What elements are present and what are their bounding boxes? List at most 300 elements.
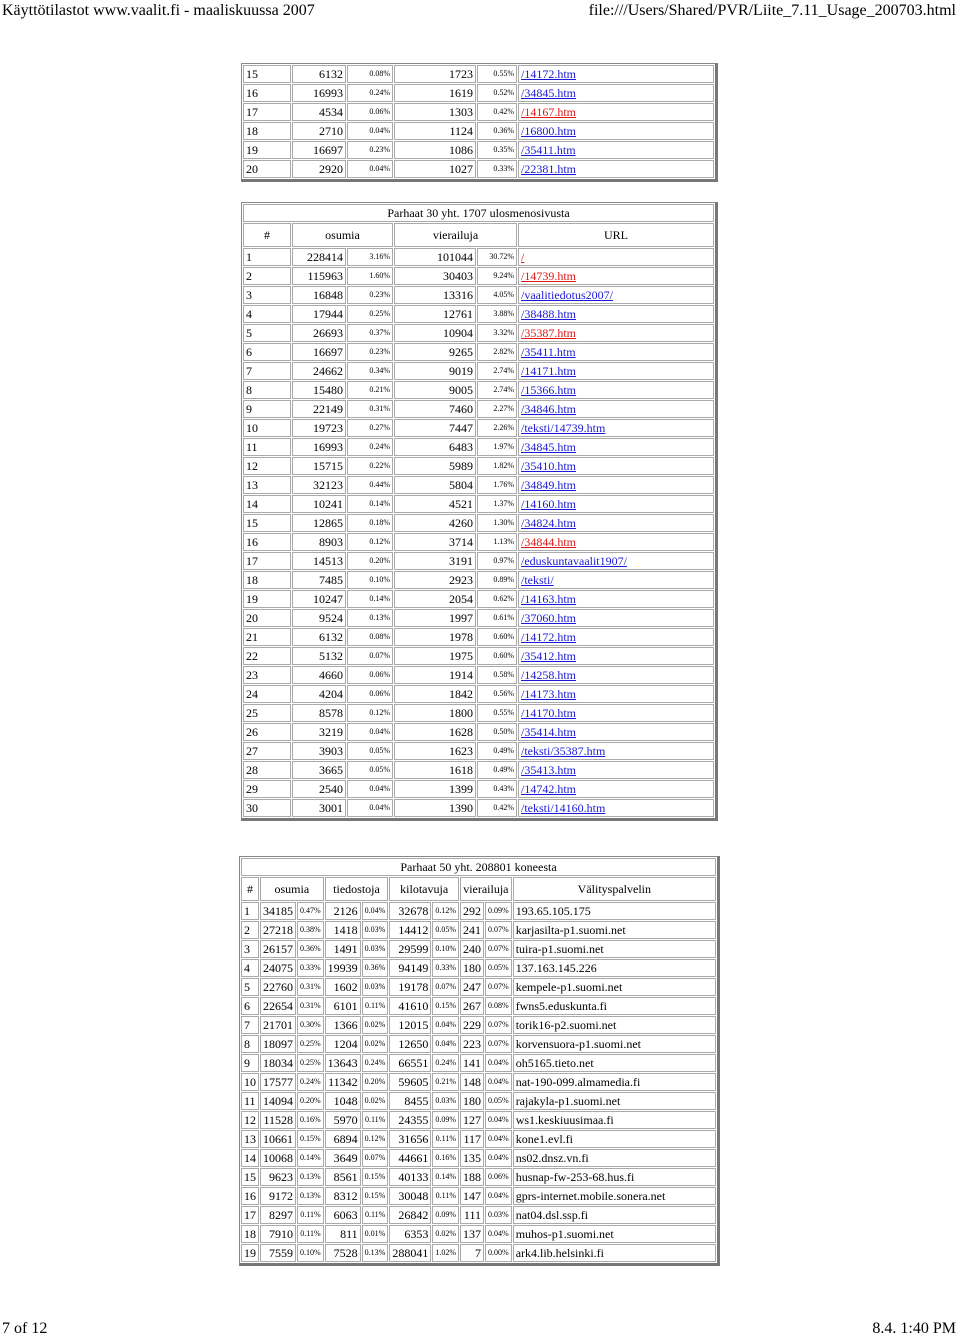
tiedostoja-value: 19939 [325,959,361,977]
vierailuja-percent: 0.49% [477,742,517,760]
osumia-percent: 0.11% [297,1225,324,1243]
osumia-percent: 0.04% [347,160,393,178]
row-rank: 4 [241,959,259,977]
vierailuja-value: 267 [460,997,484,1015]
vierailuja-value: 1124 [394,122,476,140]
url-cell [518,362,714,380]
url-link[interactable]: /14171.htm [521,364,577,378]
table-row [243,514,714,532]
url-link[interactable]: /teksti/ [521,573,554,587]
vierailuja-percent: 0.50% [477,723,517,741]
row-rank: 18 [243,571,291,589]
url-link[interactable]: /34846.htm [521,402,577,416]
vierailuja-value: 188 [460,1168,484,1186]
osumia-percent: 0.06% [347,666,393,684]
url-link[interactable]: /14258.htm [521,668,577,682]
url-link[interactable]: /35410.htm [521,459,577,473]
url-cell [518,780,714,798]
host-name: husnap-fw-253-68.hus.fi [513,1168,716,1186]
host-name: kone1.evl.fi [513,1130,716,1148]
tiedostoja-percent: 0.36% [362,959,389,977]
vierailuja-value: 1086 [394,141,476,159]
exit-pages-table [241,202,718,821]
url-link[interactable]: /14739.htm [521,269,577,283]
table-row [243,419,714,437]
vierailuja-value: 9265 [394,343,476,361]
osumia-value: 24075 [260,959,296,977]
table-row [241,1073,716,1091]
table-row [241,1054,716,1072]
osumia-value: 4534 [292,103,346,121]
url-link[interactable]: /14172.htm [521,630,577,644]
host-name: 193.65.105.175 [513,902,716,920]
kilotavuja-percent: 0.15% [432,997,459,1015]
table-row [241,1206,716,1224]
osumia-percent: 0.14% [347,495,393,513]
vierailuja-percent: 0.07% [485,940,512,958]
row-rank: 29 [243,780,291,798]
osumia-percent: 0.44% [347,476,393,494]
vierailuja-value: 117 [460,1130,484,1148]
row-rank: 16 [243,84,291,102]
url-cell [518,267,714,285]
osumia-value: 14513 [292,552,346,570]
osumia-value: 16993 [292,438,346,456]
kilotavuja-percent: 0.02% [432,1225,459,1243]
table-row [243,362,714,380]
url-cell [518,495,714,513]
table-row [241,1092,716,1110]
url-link[interactable]: /37060.htm [521,611,577,625]
exit-pages-title: Parhaat 30 yht. 1707 ulosmenosivusta [243,204,714,222]
vierailuja-percent: 1.97% [477,438,517,456]
url-link[interactable]: /34824.htm [521,516,577,530]
osumia-percent: 0.12% [347,533,393,551]
url-cell [518,419,714,437]
kilotavuja-value: 6353 [389,1225,431,1243]
vierailuja-value: 1914 [394,666,476,684]
vierailuja-percent: 0.06% [485,1168,512,1186]
osumia-percent: 0.21% [347,381,393,399]
vierailuja-percent: 1.37% [477,495,517,513]
url-cell [518,685,714,703]
row-rank: 14 [243,495,291,513]
tiedostoja-percent: 0.24% [362,1054,389,1072]
vierailuja-percent: 0.42% [477,103,517,121]
osumia-value: 5132 [292,647,346,665]
url-link[interactable]: /vaalitiedotus2007/ [521,288,613,302]
tiedostoja-value: 7528 [325,1244,361,1262]
url-link[interactable]: /38488.htm [521,307,577,321]
host-name: tuira-p1.suomi.net [513,940,716,958]
osumia-percent: 0.14% [347,590,393,608]
row-rank: 7 [243,362,291,380]
url-cell [518,742,714,760]
tiedostoja-value: 2126 [325,902,361,920]
col-header-vierailuja: vierailuja [460,877,512,901]
kilotavuja-value: 31656 [389,1130,431,1148]
osumia-percent: 0.24% [297,1073,324,1091]
osumia-percent: 0.25% [347,305,393,323]
osumia-percent: 0.10% [297,1244,324,1262]
vierailuja-value: 148 [460,1073,484,1091]
vierailuja-percent: 4.05% [477,286,517,304]
vierailuja-value: 1628 [394,723,476,741]
osumia-value: 12865 [292,514,346,532]
row-rank: 15 [241,1168,259,1186]
table-row [243,286,714,304]
osumia-percent: 0.27% [347,419,393,437]
osumia-percent: 3.16% [347,248,393,266]
vierailuja-percent: 0.52% [477,84,517,102]
url-link[interactable]: /teksti/35387.htm [521,744,606,758]
vierailuja-percent: 0.04% [485,1054,512,1072]
url-link[interactable]: /34849.htm [521,478,577,492]
osumia-percent: 0.07% [347,647,393,665]
vierailuja-percent: 0.97% [477,552,517,570]
table-row [243,628,714,646]
tiedostoja-percent: 0.13% [362,1244,389,1262]
kilotavuja-percent: 0.10% [432,940,459,958]
row-rank: 9 [243,400,291,418]
table-row [241,1130,716,1148]
table-row [243,343,714,361]
osumia-value: 10241 [292,495,346,513]
row-rank: 23 [243,666,291,684]
url-cell [518,723,714,741]
vierailuja-value: 223 [460,1035,484,1053]
row-rank: 25 [243,704,291,722]
vierailuja-percent: 0.58% [477,666,517,684]
page-counter: 7 of 12 [2,1320,48,1337]
osumia-percent: 0.04% [347,780,393,798]
kilotavuja-percent: 0.04% [432,1035,459,1053]
col-header-num: # [243,223,291,247]
vierailuja-percent: 1.13% [477,533,517,551]
row-rank: 19 [243,141,291,159]
row-rank: 6 [243,343,291,361]
row-rank: 17 [241,1206,259,1224]
osumia-value: 9623 [260,1168,296,1186]
vierailuja-value: 141 [460,1054,484,1072]
osumia-percent: 0.08% [347,65,393,83]
vierailuja-percent: 0.07% [485,978,512,996]
kilotavuja-percent: 0.09% [432,1111,459,1129]
url-link[interactable]: /teksti/14160.htm [521,801,606,815]
url-link[interactable]: /14170.htm [521,706,577,720]
url-link[interactable]: /22381.htm [521,162,577,176]
vierailuja-percent: 0.55% [477,704,517,722]
vierailuja-value: 1027 [394,160,476,178]
vierailuja-value: 127 [460,1111,484,1129]
url-cell [518,400,714,418]
tiedostoja-value: 11342 [325,1073,361,1091]
kilotavuja-percent: 0.09% [432,1206,459,1224]
table-row [243,305,714,323]
table-row [241,902,716,920]
table-row [241,1016,716,1034]
table-row [241,1244,716,1262]
vierailuja-percent: 9.24% [477,267,517,285]
osumia-value: 3903 [292,742,346,760]
url-cell [518,799,714,817]
row-rank: 8 [241,1035,259,1053]
vierailuja-value: 1975 [394,647,476,665]
vierailuja-percent: 0.55% [477,65,517,83]
row-rank: 24 [243,685,291,703]
row-rank: 26 [243,723,291,741]
osumia-percent: 0.15% [297,1130,324,1148]
kilotavuja-percent: 0.12% [432,902,459,920]
url-link[interactable]: /35387.htm [521,326,577,340]
vierailuja-percent: 0.07% [485,1035,512,1053]
osumia-percent: 0.06% [347,103,393,121]
vierailuja-percent: 0.08% [485,997,512,1015]
tiedostoja-value: 1366 [325,1016,361,1034]
vierailuja-value: 7447 [394,419,476,437]
tiedostoja-percent: 0.03% [362,921,389,939]
url-link[interactable]: / [521,250,525,264]
table-row [241,978,716,996]
table-row [243,438,714,456]
osumia-value: 3219 [292,723,346,741]
osumia-value: 27218 [260,921,296,939]
osumia-percent: 0.13% [347,609,393,627]
vierailuja-value: 1997 [394,609,476,627]
vierailuja-percent: 0.04% [485,1111,512,1129]
osumia-value: 228414 [292,248,346,266]
table-row [243,761,714,779]
vierailuja-value: 1619 [394,84,476,102]
osumia-percent: 0.24% [347,84,393,102]
url-link[interactable]: /35413.htm [521,763,577,777]
vierailuja-percent: 2.74% [477,362,517,380]
kilotavuja-percent: 0.11% [432,1187,459,1205]
osumia-value: 17577 [260,1073,296,1091]
col-header-num: # [241,877,259,901]
vierailuja-percent: 0.00% [485,1244,512,1262]
osumia-percent: 0.06% [347,685,393,703]
osumia-percent: 0.36% [297,940,324,958]
vierailuja-percent: 2.82% [477,343,517,361]
url-link[interactable]: /14173.htm [521,687,577,701]
osumia-value: 2540 [292,780,346,798]
host-name: korvensuora-p1.suomi.net [513,1035,716,1053]
row-rank: 14 [241,1149,259,1167]
url-cell [518,160,714,178]
host-name: karjasilta-p1.suomi.net [513,921,716,939]
host-name: gprs-internet.mobile.sonera.net [513,1187,716,1205]
url-link[interactable]: /35411.htm [521,143,576,157]
url-cell [518,647,714,665]
osumia-percent: 0.34% [347,362,393,380]
host-name: nat-190-099.almamedia.fi [513,1073,716,1091]
vierailuja-value: 247 [460,978,484,996]
url-link[interactable]: /eduskuntavaalit1907/ [521,554,627,568]
host-name: torik16-p2.suomi.net [513,1016,716,1034]
row-rank: 17 [243,552,291,570]
osumia-value: 22760 [260,978,296,996]
osumia-value: 16697 [292,343,346,361]
table-row [243,552,714,570]
table-row [243,495,714,513]
tiedostoja-percent: 0.15% [362,1168,389,1186]
osumia-value: 4204 [292,685,346,703]
vierailuja-value: 10904 [394,324,476,342]
tiedostoja-percent: 0.02% [362,1016,389,1034]
url-link[interactable]: /34845.htm [521,440,577,454]
row-rank: 19 [241,1244,259,1262]
vierailuja-percent: 0.03% [485,1206,512,1224]
osumia-value: 6132 [292,65,346,83]
osumia-value: 10661 [260,1130,296,1148]
host-name: 137.163.145.226 [513,959,716,977]
url-link[interactable]: /14172.htm [521,67,577,81]
page-header-title: Käyttötilastot www.vaalit.fi - maaliskuussa 2007 [2,2,315,19]
table-row [243,267,714,285]
vierailuja-percent: 1.76% [477,476,517,494]
row-rank: 2 [243,267,291,285]
url-link[interactable]: /14742.htm [521,782,577,796]
table-row [243,742,714,760]
osumia-value: 34185 [260,902,296,920]
vierailuja-value: 229 [460,1016,484,1034]
url-cell [518,666,714,684]
table-row [243,160,714,178]
table-row [243,248,714,266]
row-rank: 10 [241,1073,259,1091]
table-row [241,1149,716,1167]
tiedostoja-value: 1418 [325,921,361,939]
osumia-percent: 0.38% [297,921,324,939]
vierailuja-value: 12761 [394,305,476,323]
vierailuja-value: 4521 [394,495,476,513]
osumia-percent: 0.31% [297,997,324,1015]
url-cell [518,476,714,494]
osumia-percent: 0.47% [297,902,324,920]
row-rank: 20 [243,609,291,627]
tiedostoja-percent: 0.04% [362,902,389,920]
vierailuja-percent: 1.30% [477,514,517,532]
kilotavuja-percent: 0.03% [432,1092,459,1110]
vierailuja-percent: 0.04% [485,1073,512,1091]
url-cell [518,514,714,532]
osumia-value: 16848 [292,286,346,304]
url-link[interactable]: /35411.htm [521,345,576,359]
row-rank: 11 [241,1092,259,1110]
osumia-percent: 0.10% [347,571,393,589]
tiedostoja-percent: 0.07% [362,1149,389,1167]
row-rank: 17 [243,103,291,121]
host-name: nat04.dsl.ssp.fi [513,1206,716,1224]
vierailuja-percent: 0.49% [477,761,517,779]
vierailuja-percent: 0.35% [477,141,517,159]
osumia-value: 3001 [292,799,346,817]
osumia-percent: 0.08% [347,628,393,646]
osumia-percent: 0.18% [347,514,393,532]
table-row [243,609,714,627]
kilotavuja-percent: 0.05% [432,921,459,939]
osumia-value: 7559 [260,1244,296,1262]
vierailuja-value: 5804 [394,476,476,494]
vierailuja-percent: 0.05% [485,1092,512,1110]
vierailuja-value: 9019 [394,362,476,380]
url-link[interactable]: /35412.htm [521,649,577,663]
kilotavuja-percent: 0.11% [432,1130,459,1148]
osumia-value: 11528 [260,1111,296,1129]
osumia-percent: 0.22% [347,457,393,475]
url-link[interactable]: /34845.htm [521,86,577,100]
url-cell [518,438,714,456]
row-rank: 22 [243,647,291,665]
url-cell [518,761,714,779]
osumia-value: 15715 [292,457,346,475]
tiedostoja-value: 6894 [325,1130,361,1148]
vierailuja-value: 292 [460,902,484,920]
url-link[interactable]: /14167.htm [521,105,577,119]
vierailuja-value: 13316 [394,286,476,304]
url-link[interactable]: /16800.htm [521,124,577,138]
url-link[interactable]: /35414.htm [521,725,577,739]
table-row [243,533,714,551]
vierailuja-value: 135 [460,1149,484,1167]
row-rank: 10 [243,419,291,437]
row-rank: 13 [243,476,291,494]
hosts-table [239,856,720,1266]
vierailuja-value: 241 [460,921,484,939]
row-rank: 9 [241,1054,259,1072]
row-rank: 3 [241,940,259,958]
table-row [241,1168,716,1186]
url-link[interactable]: /14163.htm [521,592,577,606]
osumia-value: 9172 [260,1187,296,1205]
row-rank: 5 [243,324,291,342]
table-row [243,571,714,589]
kilotavuja-value: 8455 [389,1092,431,1110]
url-link[interactable]: /teksti/14739.htm [521,421,606,435]
osumia-value: 18034 [260,1054,296,1072]
url-link[interactable]: /14160.htm [521,497,577,511]
osumia-percent: 0.23% [347,343,393,361]
osumia-percent: 0.12% [347,704,393,722]
vierailuja-percent: 0.04% [485,1130,512,1148]
row-rank: 1 [241,902,259,920]
tiedostoja-percent: 0.02% [362,1035,389,1053]
kilotavuja-percent: 0.24% [432,1054,459,1072]
osumia-value: 3665 [292,761,346,779]
osumia-value: 8297 [260,1206,296,1224]
vierailuja-percent: 0.04% [485,1149,512,1167]
table-row [243,723,714,741]
vierailuja-percent: 0.42% [477,799,517,817]
url-link[interactable]: /15366.htm [521,383,577,397]
col-header-url: URL [518,223,714,247]
table-row [241,1187,716,1205]
table-row [241,1035,716,1053]
osumia-percent: 0.04% [347,799,393,817]
vierailuja-value: 111 [460,1206,484,1224]
osumia-value: 22149 [292,400,346,418]
osumia-value: 14094 [260,1092,296,1110]
url-link[interactable]: /34844.htm [521,535,577,549]
table-row [243,647,714,665]
osumia-percent: 0.11% [297,1206,324,1224]
table-row [243,780,714,798]
kilotavuja-percent: 0.33% [432,959,459,977]
table-row [241,1111,716,1129]
osumia-percent: 0.05% [347,761,393,779]
vierailuja-percent: 0.04% [485,1225,512,1243]
